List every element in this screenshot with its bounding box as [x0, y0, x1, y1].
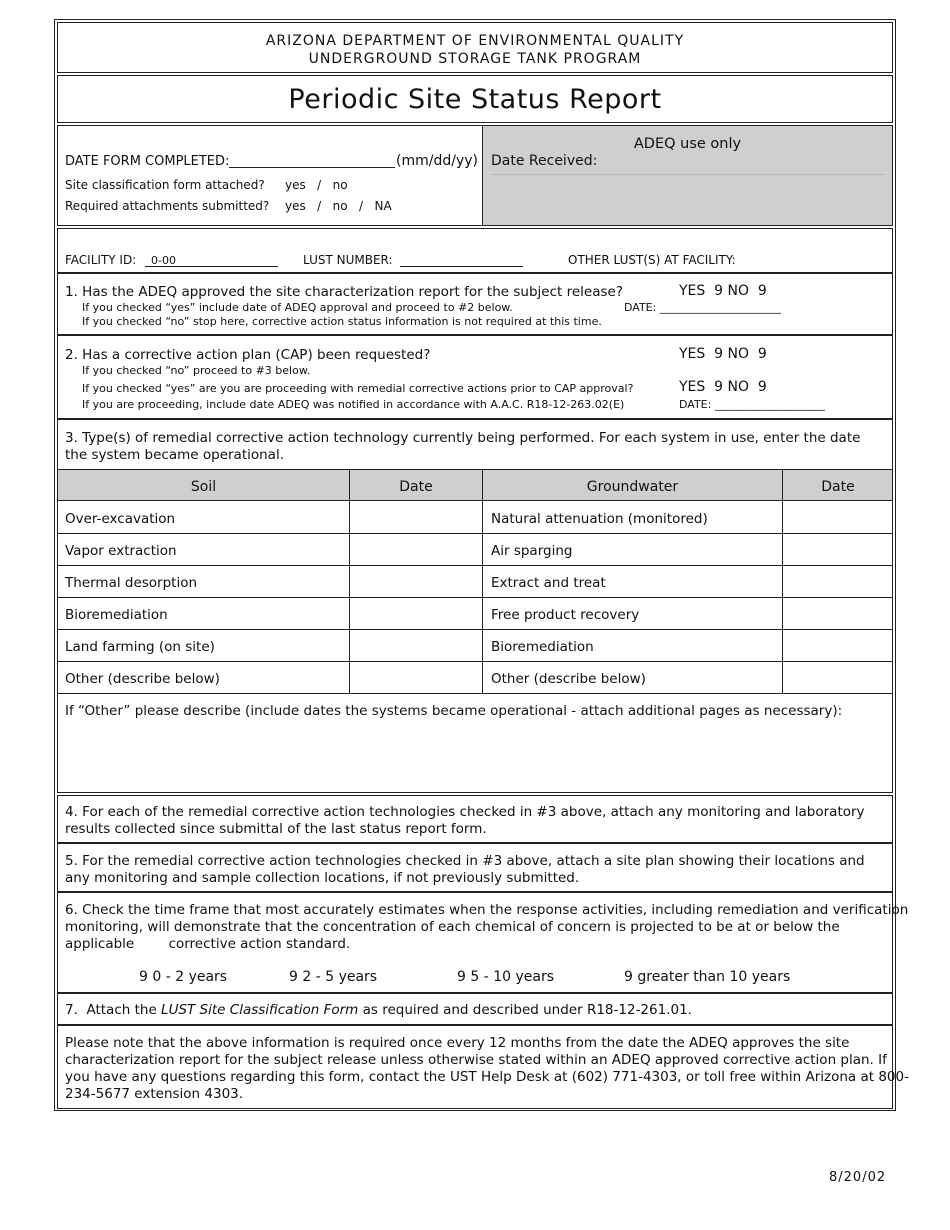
groundwater-date-cell[interactable]: [784, 534, 892, 564]
groundwater-date-cell[interactable]: [784, 630, 892, 660]
question-6-line1: 6. Check the time frame that most accurately estimates when the response activities, including remediation and verification: [65, 902, 909, 918]
question-1-text: 1. Has the ADEQ approved the site characterization report for the subject release?: [65, 284, 623, 300]
soil-date-cell[interactable]: [351, 534, 481, 564]
question-6-line3: applicable corrective action standard.: [65, 936, 351, 952]
soil-date-cell[interactable]: [351, 566, 481, 596]
timeframe-option-5-10-years[interactable]: 9 5 - 10 years: [457, 969, 555, 985]
note-line3: you have any questions regarding this form, contact the UST Help Desk at (602) 771-4303, or toll free within Arizona at 800-: [65, 1069, 909, 1085]
question-1-yes-no[interactable]: YES 9 NO 9: [679, 283, 767, 299]
groundwater-row: Free product recovery: [491, 607, 640, 623]
adeq-use-only-label: ADEQ use only: [633, 136, 742, 152]
question-1-date[interactable]: DATE: ______________________: [624, 301, 781, 314]
soil-date-cell[interactable]: [351, 662, 481, 692]
lust-number-field[interactable]: [400, 266, 523, 267]
question-4-text: 4. For each of the remedial corrective action technologies checked in #3 above, attach any monitoring and laboratory results collected since submittal of the last status report form.: [65, 804, 865, 837]
question-2-proceeding-yes-no[interactable]: YES 9 NO 9: [679, 379, 767, 395]
program-name: UNDERGROUND STORAGE TANK PROGRAM: [308, 51, 642, 67]
other-lust-label: OTHER LUST(S) AT FACILITY:: [568, 253, 736, 267]
lust-number-label: LUST NUMBER:: [303, 253, 393, 267]
soil-date-cell[interactable]: [351, 502, 481, 532]
question-2-text: 2. Has a corrective action plan (CAP) been requested?: [65, 347, 431, 363]
site-class-options[interactable]: yes / no: [285, 178, 348, 192]
facility-id-label: FACILITY ID:: [65, 253, 137, 267]
question-1-no-instruction: If you checked “no” stop here, corrective action status information is not required at this time.: [82, 315, 602, 328]
groundwater-row: Extract and treat: [491, 575, 606, 591]
timeframe-option-0-2-years[interactable]: 9 0 - 2 years: [139, 969, 228, 985]
timeframe-option-over-10-years[interactable]: 9 greater than 10 years: [624, 969, 791, 985]
groundwater-row: Other (describe below): [491, 671, 646, 687]
col-soil-date: Date: [399, 479, 433, 495]
date-received-label: Date Received:: [491, 153, 598, 169]
revision-date: 8/20/02: [829, 1170, 887, 1185]
col-groundwater: Groundwater: [586, 479, 679, 495]
soil-date-cell[interactable]: [351, 598, 481, 628]
date-form-completed-label: DATE FORM COMPLETED:: [65, 154, 230, 169]
col-soil: Soil: [190, 479, 217, 495]
groundwater-date-cell[interactable]: [784, 502, 892, 532]
soil-row: Vapor extraction: [65, 543, 177, 559]
timeframe-option-2-5-years[interactable]: 9 2 - 5 years: [289, 969, 378, 985]
page-title: Periodic Site Status Report: [288, 84, 662, 115]
groundwater-row: Air sparging: [491, 543, 573, 559]
note-line4: 234-5677 extension 4303.: [65, 1086, 244, 1102]
note-line2: characterization report for the subject release unless otherwise stated within an ADEQ approved corrective action plan. If: [65, 1052, 887, 1068]
col-groundwater-date: Date: [821, 479, 855, 495]
soil-row: Thermal desorption: [65, 575, 198, 591]
soil-row: Over-excavation: [65, 511, 176, 527]
required-attachments-options[interactable]: yes / no / NA: [285, 199, 392, 213]
question-1-yes-instruction: If you checked “yes” include date of ADEQ approval and proceed to #2 below.: [82, 301, 513, 314]
date-format-hint: (mm/dd/yy): [396, 153, 478, 169]
other-describe-field[interactable]: [60, 722, 890, 790]
other-describe-label: If “Other” please describe (include dates the systems became operational - attach additional pages as necessary):: [65, 703, 843, 719]
soil-row: Other (describe below): [65, 671, 220, 687]
soil-date-cell[interactable]: [351, 630, 481, 660]
question-6-line2: monitoring, will demonstrate that the concentration of each chemical of concern is projected to be at or below the: [65, 919, 840, 935]
soil-row: Land farming (on site): [65, 639, 215, 655]
groundwater-date-cell[interactable]: [784, 662, 892, 692]
question-2-yes-no[interactable]: YES 9 NO 9: [679, 346, 767, 362]
groundwater-row: Natural attenuation (monitored): [491, 511, 708, 527]
required-attachments-label: Required attachments submitted?: [65, 199, 270, 213]
question-2-notify-instruction: If you are proceeding, include date ADEQ was notified in accordance with A.A.C. R18-12-263.02(E): [82, 398, 625, 411]
question-5-text: 5. For the remedial corrective action technologies checked in #3 above, attach a site plan showing their locations and any monitoring and sample collection locations, if not previously submitted.: [65, 853, 865, 886]
date-form-completed-field[interactable]: [229, 167, 395, 168]
groundwater-date-cell[interactable]: [784, 566, 892, 596]
note-line1: Please note that the above information is required once every 12 months from the date the ADEQ approves the site: [65, 1035, 850, 1051]
site-class-label: Site classification form attached?: [65, 178, 265, 192]
question-2-date[interactable]: DATE: ____________________: [679, 398, 825, 411]
agency-name: ARIZONA DEPARTMENT OF ENVIRONMENTAL QUALITY: [265, 33, 685, 49]
question-3-text: 3. Type(s) of remedial corrective action technology currently being performed. For each system in use, enter the date the system became operational.: [65, 430, 861, 463]
lust-form-name: LUST Site Classification Form: [161, 1002, 359, 1018]
question-2-yes-instruction: If you checked “yes” are you are proceeding with remedial corrective actions prior to CAP approval?: [82, 382, 634, 395]
facility-id-value: 0-00: [151, 254, 176, 267]
question-7-text: 7. Attach the LUST Site Classification Form as required and described under R18-12-261.01.: [65, 1002, 692, 1018]
question-2-no-instruction: If you checked “no” proceed to #3 below.: [82, 364, 311, 377]
soil-row: Bioremediation: [65, 607, 168, 623]
groundwater-date-cell[interactable]: [784, 598, 892, 628]
groundwater-row: Bioremediation: [491, 639, 594, 655]
